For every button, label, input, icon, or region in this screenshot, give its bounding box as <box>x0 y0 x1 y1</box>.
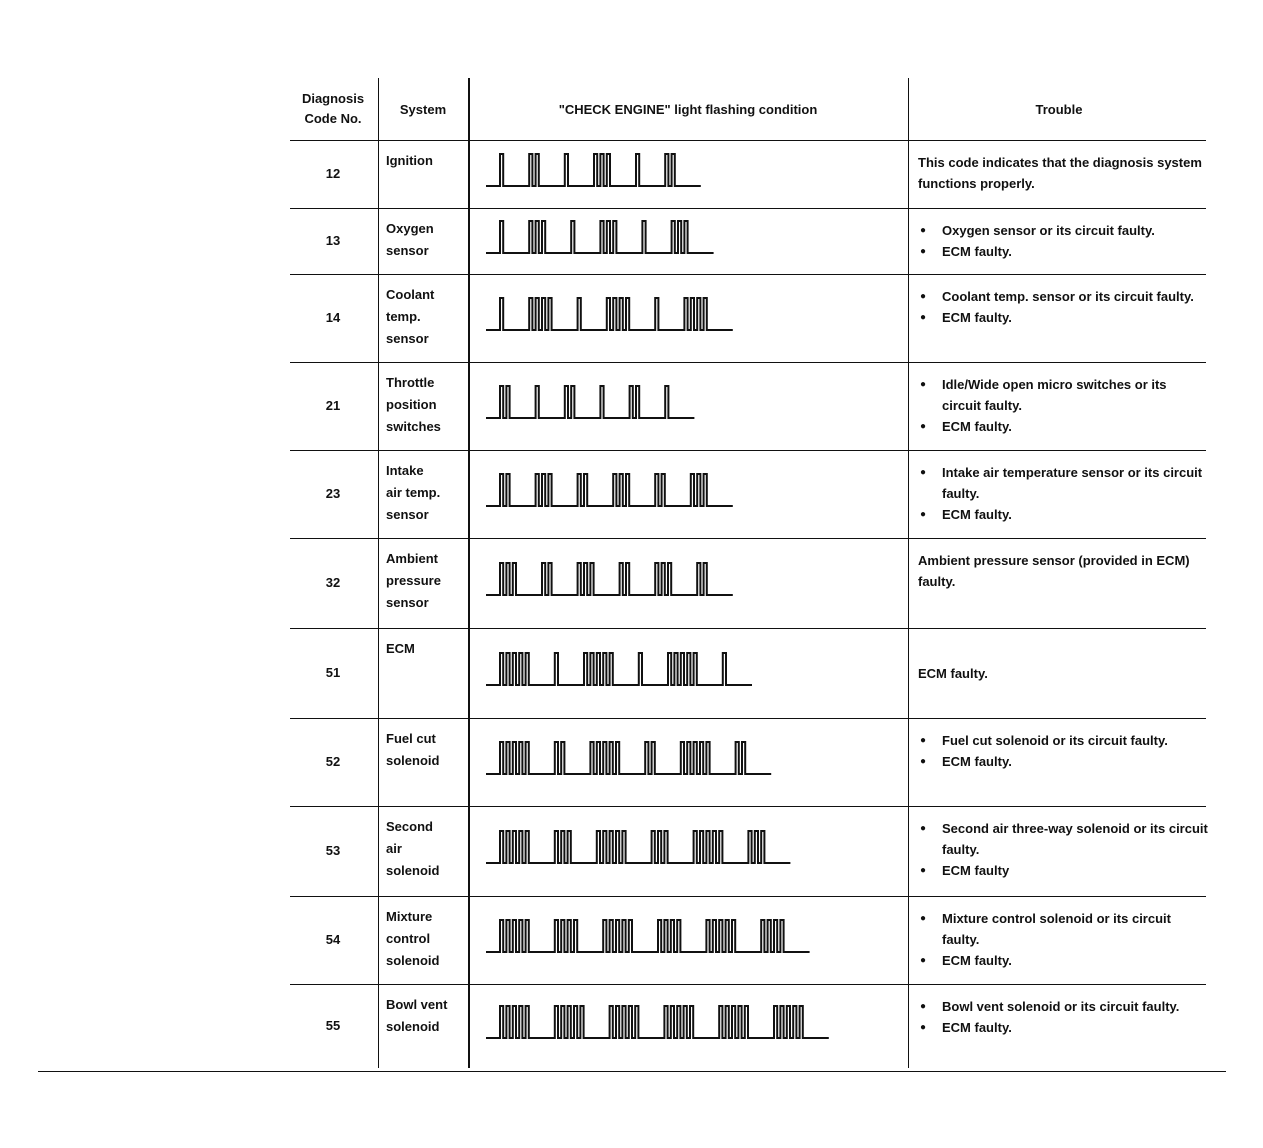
system-name <box>386 284 468 350</box>
flash-pulse-train <box>486 386 694 418</box>
trouble-item: ● ECM faulty. <box>918 307 1208 328</box>
system-name <box>386 906 468 972</box>
flash-pulse-train <box>486 742 771 774</box>
trouble-description <box>918 908 1208 971</box>
system-name <box>386 728 468 772</box>
system-name-line: solenoid <box>386 953 440 968</box>
trouble-description <box>918 550 1208 592</box>
trouble-description <box>918 730 1208 772</box>
flash-waveform <box>486 738 906 778</box>
page-bottom-rule <box>38 1071 1226 1072</box>
trouble-item: ● Coolant temp. sensor or its circuit faulty. <box>918 286 1208 307</box>
system-name <box>386 218 468 262</box>
table-row <box>290 806 1210 896</box>
system-name-line: temp. <box>386 309 421 324</box>
diagnosis-code: 21 <box>325 398 341 413</box>
flash-pulse-train <box>486 920 810 952</box>
system-name-line: Intake <box>386 463 424 478</box>
flash-waveform <box>486 150 906 190</box>
trouble-item: ● Bowl vent solenoid or its circuit faulty. <box>918 996 1208 1017</box>
diagnosis-code: 51 <box>325 665 341 680</box>
table-row <box>290 896 1210 984</box>
diagnosis-code: 12 <box>325 166 341 181</box>
system-name <box>386 994 468 1038</box>
trouble-description <box>918 818 1208 881</box>
trouble-item: ● Idle/Wide open micro switches or its circuit faulty. <box>918 374 1208 416</box>
system-name-line: solenoid <box>386 1019 440 1034</box>
trouble-text: Ambient pressure sensor (provided in ECM) faulty. <box>918 553 1190 589</box>
system-name-line: air temp. <box>386 485 441 500</box>
diagnosis-code: 23 <box>325 486 341 501</box>
flash-waveform <box>486 294 906 334</box>
flash-waveform <box>486 470 906 510</box>
table-row <box>290 274 1210 362</box>
flash-pulse-train <box>486 1006 829 1038</box>
table-row <box>290 140 1210 208</box>
table-row <box>290 362 1210 450</box>
system-name <box>386 372 468 438</box>
trouble-item: ● Oxygen sensor or its circuit faulty. <box>918 220 1208 241</box>
system-name-line: Coolant <box>386 287 435 302</box>
diagnosis-code: 14 <box>325 310 341 325</box>
trouble-description <box>918 152 1208 194</box>
diagnosis-code: 55 <box>325 1018 341 1033</box>
system-name <box>386 816 468 882</box>
system-name-line: solenoid <box>386 753 440 768</box>
header-trouble: Trouble <box>1035 101 1083 117</box>
system-name <box>386 460 468 526</box>
flash-waveform <box>486 559 906 599</box>
system-name-line: position <box>386 397 437 412</box>
flash-pulse-train <box>486 831 790 863</box>
system-name-line: Throttle <box>386 375 435 390</box>
table-row <box>290 628 1210 718</box>
flash-pulse-train <box>486 653 752 685</box>
header-condition: "CHECK ENGINE" light flashing condition <box>558 101 818 117</box>
table-row <box>290 538 1210 628</box>
trouble-item: ● Fuel cut solenoid or its circuit faulty. <box>918 730 1208 751</box>
header-system: System <box>399 101 447 117</box>
flash-pulse-train <box>486 563 733 595</box>
table-row <box>290 208 1210 274</box>
diagnosis-code: 13 <box>325 233 341 248</box>
trouble-item: ● Mixture control solenoid or its circuit faulty. <box>918 908 1208 950</box>
system-name-line: Second <box>386 819 433 834</box>
flash-waveform <box>486 217 906 257</box>
trouble-item: ● Intake air temperature sensor or its circuit faulty. <box>918 462 1208 504</box>
diagnosis-code: 32 <box>325 575 341 590</box>
system-name-line: solenoid <box>386 863 440 878</box>
system-name-line: Oxygen <box>386 221 434 236</box>
flash-waveform <box>486 916 906 956</box>
trouble-item: ● ECM faulty. <box>918 504 1208 525</box>
system-name-line: sensor <box>386 331 429 346</box>
trouble-description <box>918 220 1208 262</box>
system-name-line: air <box>386 841 402 856</box>
trouble-description <box>918 663 1208 684</box>
trouble-item: ● Second air three-way solenoid or its circuit faulty. <box>918 818 1208 860</box>
header-code: Diagnosis Code No. <box>301 91 365 126</box>
flash-waveform <box>486 649 906 689</box>
system-name-line: pressure <box>386 573 441 588</box>
flash-pulse-train <box>486 474 733 506</box>
system-name-line: sensor <box>386 595 429 610</box>
trouble-description <box>918 996 1208 1038</box>
flash-pulse-train <box>486 221 714 253</box>
trouble-item: ● ECM faulty <box>918 860 1208 881</box>
trouble-description <box>918 462 1208 525</box>
system-name-line: control <box>386 931 431 946</box>
system-name <box>386 150 468 172</box>
trouble-item: ● ECM faulty. <box>918 241 1208 262</box>
trouble-text: ECM faulty. <box>918 666 988 681</box>
system-name-line: Fuel cut <box>386 731 436 746</box>
system-name-line: Bowl vent <box>386 997 448 1012</box>
flash-pulse-train <box>486 154 701 186</box>
flash-waveform <box>486 827 906 867</box>
trouble-item: ● ECM faulty. <box>918 416 1208 437</box>
flash-pulse-train <box>486 298 733 330</box>
trouble-description <box>918 374 1208 437</box>
system-name <box>386 548 468 614</box>
diagnosis-code: 54 <box>325 932 341 947</box>
system-name-line: Mixture <box>386 909 433 924</box>
flash-waveform <box>486 1002 906 1042</box>
system-name-line: Ambient <box>386 551 438 566</box>
trouble-text: This code indicates that the diagnosis system functions properly. <box>918 155 1202 191</box>
trouble-item: ● ECM faulty. <box>918 950 1208 971</box>
system-name-line: sensor <box>386 243 429 258</box>
flash-waveform <box>486 382 906 422</box>
table-row <box>290 450 1210 538</box>
system-name <box>386 638 468 660</box>
system-name-line: ECM <box>386 641 415 656</box>
system-name-line: sensor <box>386 507 429 522</box>
diagnosis-code: 53 <box>325 843 341 858</box>
diagnosis-code: 52 <box>325 754 341 769</box>
system-name-line: switches <box>386 419 441 434</box>
table-row <box>290 984 1210 1068</box>
trouble-description <box>918 286 1208 328</box>
table-row <box>290 718 1210 806</box>
system-name-line: Ignition <box>386 153 433 168</box>
trouble-item: ● ECM faulty. <box>918 1017 1208 1038</box>
trouble-item: ● ECM faulty. <box>918 751 1208 772</box>
